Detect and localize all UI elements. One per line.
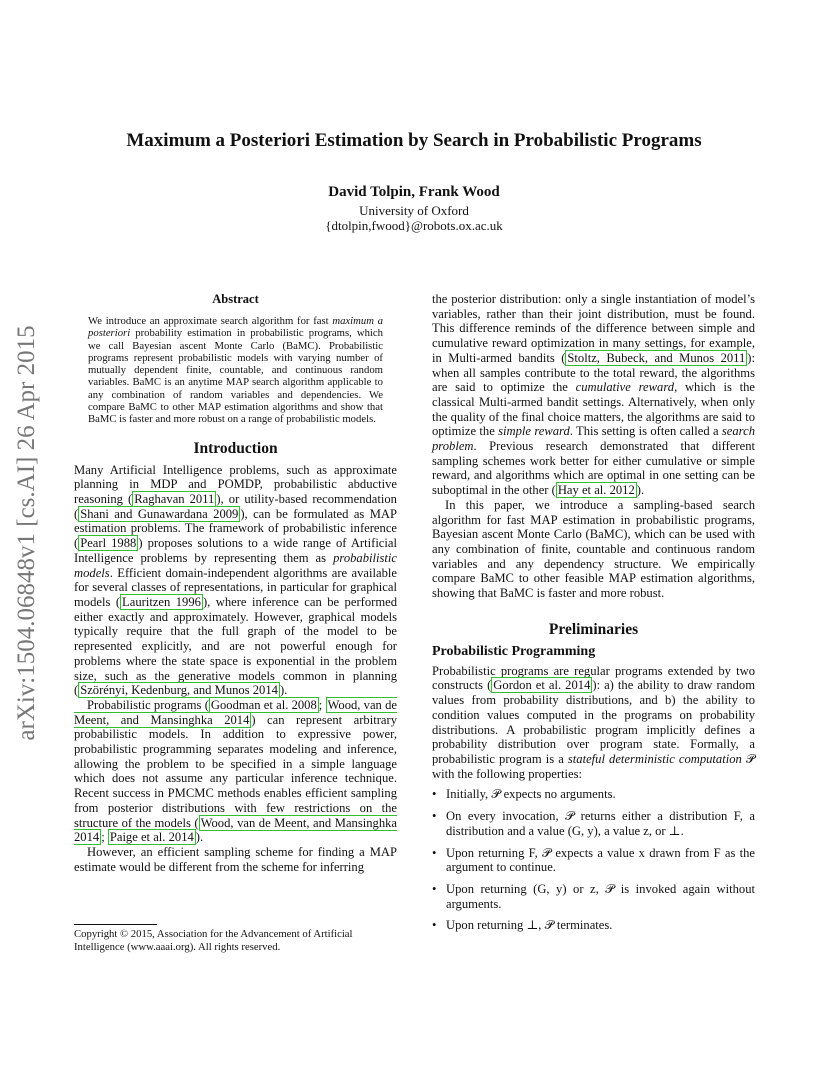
bullet-icon: • [432,918,437,933]
intro-paragraph-1: Many Artificial Intelligence problems, such as approximate planning in MDP and POMDP, probabilistic abductive reasoning ( Raghavan 2011 ), or utility-based recommendation ( Shani and Gunawardana 2009 ), can be formulated as MAP estimation problems. The framework of probabilistic inference ( Pearl 1988 ) proposes solutions to a wide range of Artificial Intelligence problems by representing them as probabilistic models. Efficient domain-independent algorithms are available for several classes of representations, in particular for graphical models ( Lauritzen 1996 ), where inference can be performed either exactly and approximately. However, graphical models typically require that the full graph of the model to be represented explicitly, and are not powerful enough for problems where the state space is exponential in the problem size, such as the generative models common in planning ( Szörényi, Kedenburg, and Munos 2014 ). [74,462,398,698]
citation-link[interactable]: Shani and Gunawardana 2009 [80,506,239,521]
affiliation: University of Oxford [359,203,469,218]
authors: David Tolpin, Frank Wood [328,184,500,200]
introduction-heading: Introduction [193,439,278,457]
citation-link[interactable]: Wood, van de Meent, and Mansinghka 2014 [74,697,397,727]
footnote-divider [74,924,157,925]
intro-paragraph-3: However, an efficient sampling scheme for finding a MAP estimate would be different from the scheme for inferring [74,844,397,874]
citation-link[interactable]: Raghavan 2011 [134,492,215,507]
list-item: • On every invocation, 𝒫 returns either a distribution F, a distribution and a value (G, y), a value z, or ⊥. [432,809,755,838]
citation-link[interactable]: Lauritzen 1996 [122,595,201,609]
list-item: • Initially, 𝒫 expects no arguments. [432,787,616,802]
intro-paragraph-2: Probabilistic programs ( Goodman et al. 2008 ; Wood, van de Meent, and Mansinghka 2014 ) can represent arbitrary probabilistic models. In addition to expressive power, probabilistic programming separates modeling and inference, allowing the problem to be specified in a simple language which does not assume any particular inference technique. Recent success in PMCMC methods enables efficient sampling from posterior distributions with few restrictions on the structure of the models ( Wood, van de Meent, and Mansinghka 2014 ; Paige et al. 2014 ). [74,697,398,845]
left-column [74,292,397,874]
citation-link[interactable]: Szörényi, Kedenburg, and Munos 2014 [80,683,278,698]
citation-link[interactable]: Stoltz, Bubeck, and Munos 2011 [567,350,746,365]
list-item: • Upon returning (G, y) or z, 𝒫 is invoked again without arguments. [432,881,755,911]
abstract-text: We introduce an approximate search algorithm for fast maximum a posteriori probability estimation in probabilistic programs, which we call Bayesian ascent Monte Carlo (BaMC). Probabilistic programs represent probabilistic models with varying number of mutually dependent finite, countable, and continuous random variables. BaMC is an anytime MAP search algorithm applicable to any combination of random variables and dependencies. We compare BaMC to other MAP estimation algorithms and show that BaMC is faster and more robust on a range of probabilistic models. [88,315,383,426]
copyright-footnote: Copyright © 2015, Association for the Advancement of Artificial Intelligence (www.aaai.org). All rights reserved. [74,928,353,953]
citation-link[interactable]: Goodman et al. 2008 [210,697,317,712]
citation-link[interactable]: Wood, van de Meent, and Mansinghka 2014 [74,815,398,845]
citation-link[interactable]: Paige et al. 2014 [109,830,194,845]
properties-list [432,787,755,933]
citation-link[interactable]: Pearl 1988 [80,536,137,551]
bullet-icon: • [432,809,437,824]
paper-title: Maximum a Posteriori Estimation by Search in Probabilistic Programs [126,130,702,151]
right-column [432,292,755,940]
abstract-heading: Abstract [212,292,259,306]
intro-paragraph-4: the posterior distribution: only a single instantiation of model’s variables, rather than their joint distribution, must be found. This difference reminds of the difference between simple and cumulative reward optimization in many settings, for example, in Multi-armed bandits ( Stoltz, Bubeck, and Munos 2011 ): when all samples contribute to the total reward, the algorithms are said to optimize the cumulative reward, which is the classical Multi-armed bandit settings. Alternatively, when only the quality of the final choice matters, the algorithms are said to optimize the simple reward. This setting is often called a search problem. Previous research demonstrated that different sampling schemes work better for either cumulative or simple reward, and algorithms which are optimal in one setting can be suboptimal in the other ( Hay et al. 2012 ). [432,292,755,498]
bullet-icon: • [432,845,437,860]
arxiv-side-label: arXiv:1504.06848v1 [cs.AI] 26 Apr 2015 [13,325,40,741]
citation-link[interactable]: Hay et al. 2012 [557,483,635,498]
preliminaries-heading: Preliminaries [548,620,639,638]
author-email: {dtolpin,fwood}@robots.ox.ac.uk [325,218,503,233]
probabilistic-programming-heading: Probabilistic Programming [432,643,596,659]
list-item: • Upon returning F, 𝒫 expects a value x drawn from F as the argument to continue. [432,845,755,875]
list-item: • Upon returning ⊥, 𝒫 terminates. [432,918,613,933]
pp-paragraph-1: Probabilistic programs are regular programs extended by two constructs ( Gordon et al. 2014 ): a) the ability to draw random values from probability distributions, and b) the ability to condition values computed in the programs on probability distributions. A probabilistic program implicitly defines a probability distribution over program state. Formally, a probabilistic program is a stateful deterministic computation 𝒫 with the following properties: [432,663,756,781]
citation-link[interactable]: Gordon et al. 2014 [493,678,591,693]
intro-paragraph-5: In this paper, we introduce a sampling-based search algorithm for fast MAP estimation in probabilistic programs, Bayesian ascent Monte Carlo (BaMC), which can be used with any combination of finite, countable and continuous random variables and any dependency structure. We empirically compare BaMC to other feasible MAP estimation algorithms, showing that BaMC is faster and more robust. [432,497,755,601]
bullet-icon: • [432,787,437,802]
bullet-icon: • [432,881,437,896]
